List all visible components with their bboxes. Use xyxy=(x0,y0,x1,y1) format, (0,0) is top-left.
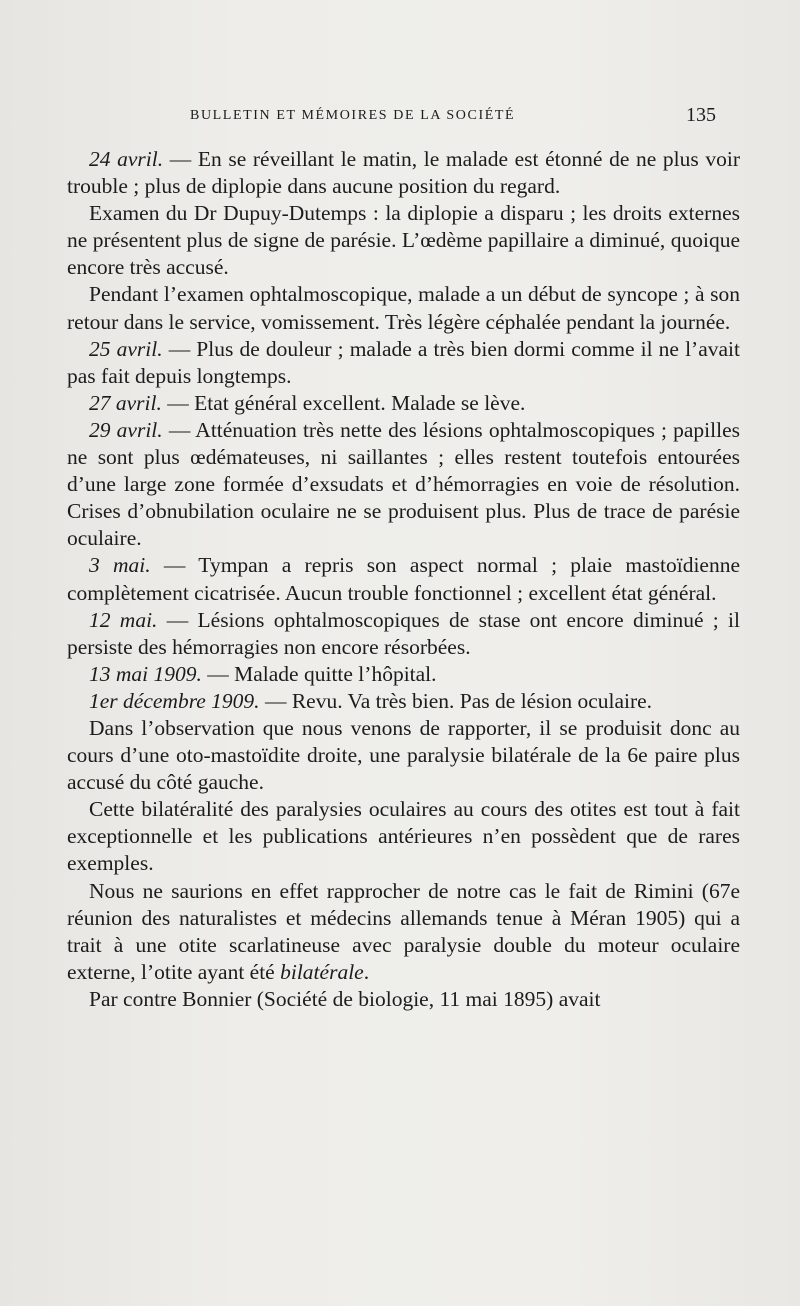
paragraph-text: — En se réveillant le matin, le malade est étonné de ne plus voir trouble ; plus de diplopie dans aucune position du regard. xyxy=(67,147,741,199)
entry-date: 12 mai. xyxy=(89,607,158,632)
paragraph-observation xyxy=(67,715,740,796)
paragraph-3-mai xyxy=(67,552,740,606)
emphasis-text: bilatérale xyxy=(280,959,364,984)
body-text xyxy=(67,146,740,1013)
paragraph-text: Nous ne saurions en effet rapprocher de notre cas le fait de Rimini (67e réunion des naturalistes et médecins allemands tenue à Méran 1905) qui a trait à une otite scarlatineuse avec paralysie double du moteur oculaire externe, l’otite ayant été xyxy=(67,878,740,984)
paragraph-examen-ophtalmoscopique xyxy=(67,281,740,335)
paragraph-text: — Lésions ophtalmoscopiques de stase ont encore diminué ; il persiste des hémorragies non encore résorbées. xyxy=(67,607,740,659)
entry-date: 29 avril. xyxy=(89,417,163,442)
page-header xyxy=(86,104,716,130)
entry-date: 1er décembre 1909. xyxy=(89,688,260,713)
paragraph-text: Dans l’observation que nous venons de rapporter, il se produisit donc au cours d’une oto-mastoïdite droite, une paralysie bilatérale de la 6e paire plus accusé du côté gauche. xyxy=(67,715,740,795)
page-number: 135 xyxy=(686,104,716,126)
paragraph-bonnier xyxy=(67,986,740,1013)
paragraph-text-end: . xyxy=(363,959,370,984)
paragraph-text: — Malade quitte l’hôpital. xyxy=(201,661,437,686)
paragraph-text: Par contre Bonnier (Société de biologie, 11 mai 1895) avait xyxy=(89,986,601,1011)
paragraph-text: — Atténuation très nette des lésions ophtalmoscopiques ; papilles ne sont plus œdémateuses, ni saillantes ; elles restent toutefois entourées d’une large zone formée d’exsudats et d’hémorragies en voie de résolution. Crises d’obnubilation oculaire ne se produisent plus. Plus de trace de parésie oculaire. xyxy=(67,417,740,551)
paragraph-text: Examen du Dr Dupuy-Dutemps : la diplopie a disparu ; les droits externes ne présentent plus de signe de parésie. L’œdème papillaire a diminué, quoique encore très accusé. xyxy=(67,201,740,280)
entry-date: 25 avril. xyxy=(89,336,163,361)
paragraph-text: — Etat général excellent. Malade se lève. xyxy=(161,390,526,415)
paragraph-1er-decembre xyxy=(67,688,740,715)
paragraph-bilateralite xyxy=(67,796,740,877)
paragraph-text: Cette bilatéralité des paralysies oculaires au cours des otites est tout à fait exceptionnelle et les publications antérieures n’en possèdent que de rares exemples. xyxy=(67,797,740,876)
paragraph-text: Pendant l’examen ophtalmoscopique, malade a un début de syncope ; à son retour dans le service, vomissement. Très légère céphalée pendant la journée. xyxy=(67,282,740,334)
paragraph-text: — Revu. Va très bien. Pas de lésion oculaire. xyxy=(259,688,653,713)
paragraph-29-avril xyxy=(67,417,740,552)
paragraph-25-avril xyxy=(67,336,740,390)
paragraph-text: — Plus de douleur ; malade a très bien dormi comme il ne l’avait pas fait depuis longtemps. xyxy=(67,336,740,388)
paragraph-rimini xyxy=(67,878,740,986)
paragraph-13-mai xyxy=(67,661,740,688)
entry-date: 27 avril. xyxy=(89,390,162,415)
entry-date: 3 mai. xyxy=(89,553,151,578)
paragraph-27-avril xyxy=(67,390,740,417)
paragraph-12-mai xyxy=(67,607,740,661)
running-head: BULLETIN ET MÉMOIRES DE LA SOCIÉTÉ xyxy=(190,108,516,123)
entry-date: 13 mai 1909. xyxy=(89,661,202,686)
paragraph-examen xyxy=(67,200,740,281)
paragraph-24-avril xyxy=(67,146,740,200)
entry-date: 24 avril. xyxy=(89,147,164,171)
paragraph-text: — Tympan a repris son aspect normal ; plaie mastoïdienne complètement cicatrisée. Aucun trouble fonctionnel ; excellent état général. xyxy=(67,553,741,605)
